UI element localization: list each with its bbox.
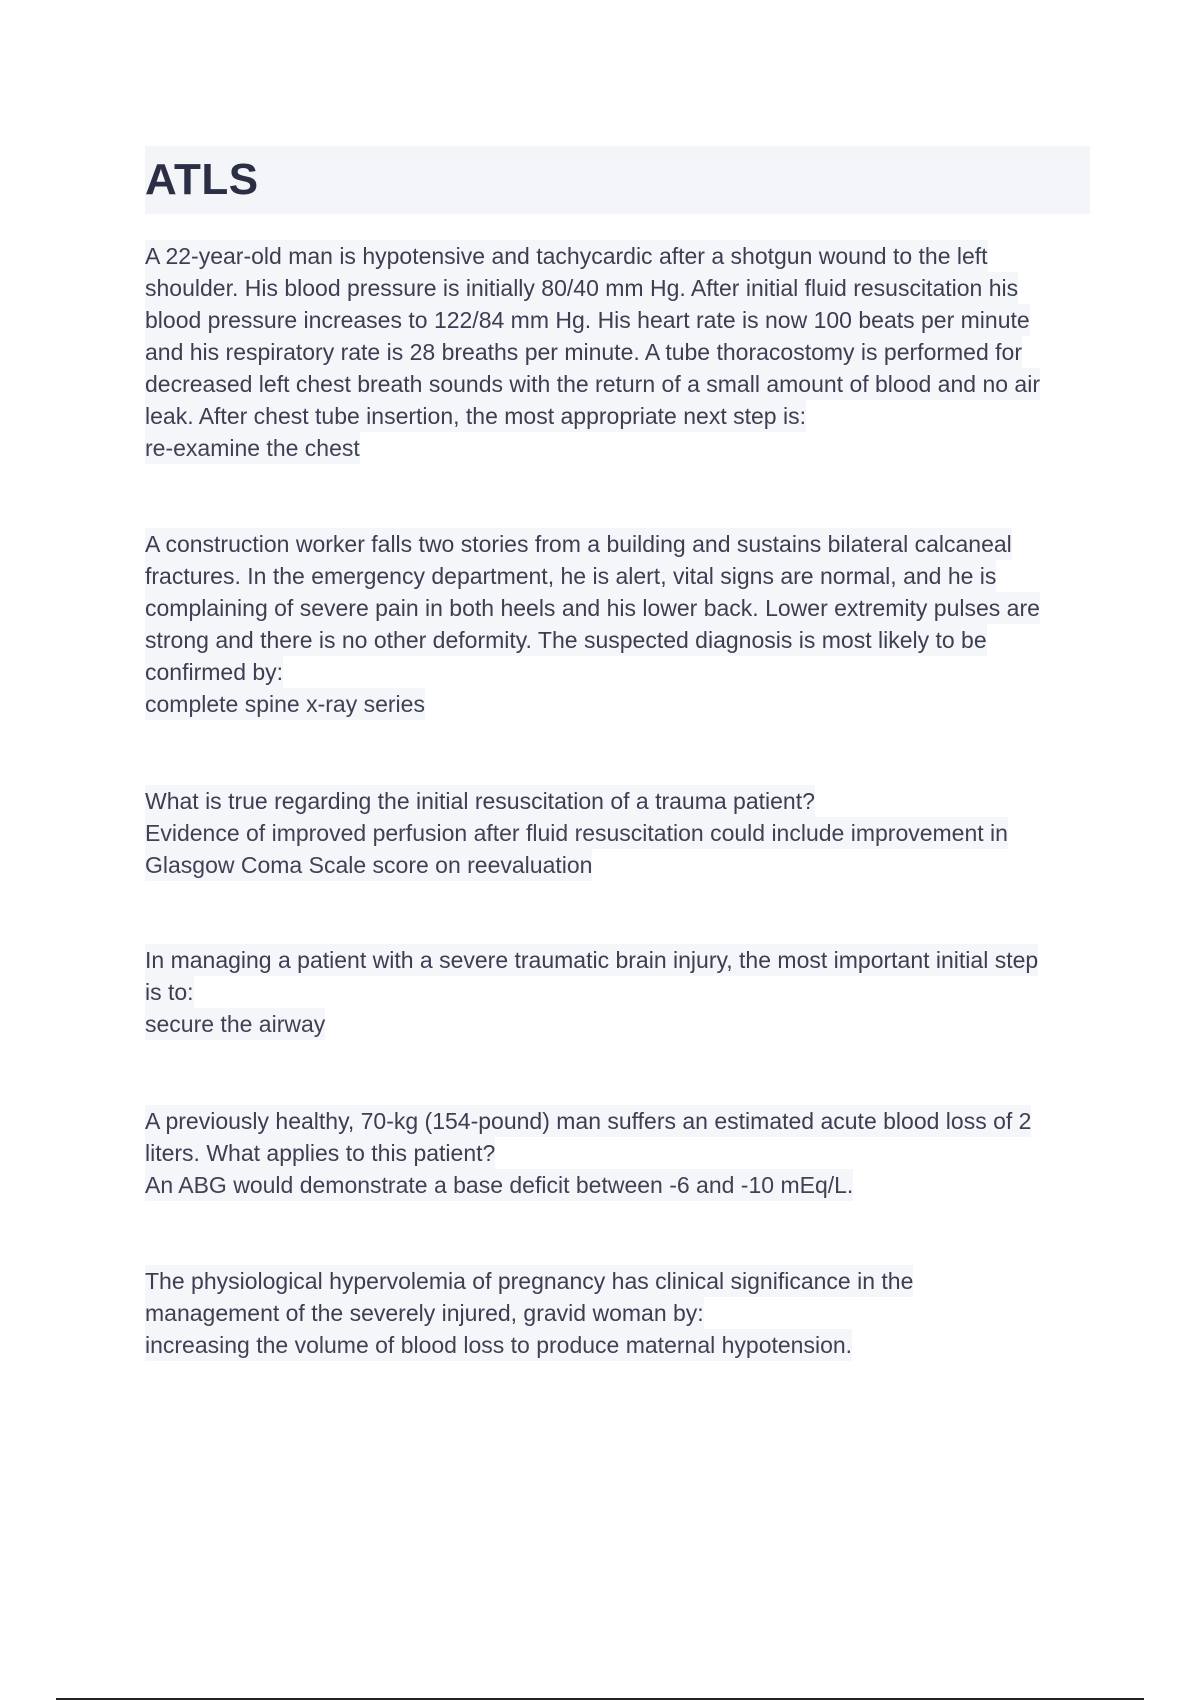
answer-line: An ABG would demonstrate a base deficit between -6 and -10 mEq/L. xyxy=(145,1169,853,1201)
answer-line: increasing the volume of blood loss to produce maternal hypotension. xyxy=(145,1329,852,1361)
answer-line: Evidence of improved perfusion after fluid resuscitation could include improvement in xyxy=(145,817,1008,849)
question-line: and his respiratory rate is 28 breaths per minute. A tube thoracostomy is performed for xyxy=(145,336,1022,368)
flashcard xyxy=(145,240,1090,464)
title-band xyxy=(145,146,1090,214)
answer-line: Glasgow Coma Scale score on reevaluation xyxy=(145,849,592,881)
flashcard xyxy=(145,785,1090,881)
flashcard xyxy=(145,1105,1090,1201)
question-line: A previously healthy, 70-kg (154-pound) man suffers an estimated acute blood loss of 2 xyxy=(145,1105,1031,1137)
question-line: decreased left chest breath sounds with the return of a small amount of blood and no air xyxy=(145,368,1040,400)
question-line: is to: xyxy=(145,976,194,1008)
answer-line: re-examine the chest xyxy=(145,432,360,464)
question-line: In managing a patient with a severe traumatic brain injury, the most important initial step xyxy=(145,944,1038,976)
question-line: The physiological hypervolemia of pregnancy has clinical significance in the xyxy=(145,1265,913,1297)
question-line: management of the severely injured, gravid woman by: xyxy=(145,1297,704,1329)
question-line: A construction worker falls two stories from a building and sustains bilateral calcaneal xyxy=(145,528,1012,560)
question-line: shoulder. His blood pressure is initially 80/40 mm Hg. After initial fluid resuscitation his xyxy=(145,272,1018,304)
question-line: strong and there is no other deformity. The suspected diagnosis is most likely to be xyxy=(145,624,987,656)
answer-line: secure the airway xyxy=(145,1008,325,1040)
document-title: ATLS xyxy=(145,155,259,204)
question-line: confirmed by: xyxy=(145,656,283,688)
flashcard xyxy=(145,1265,1090,1361)
answer-line: complete spine x-ray series xyxy=(145,688,425,720)
flashcard xyxy=(145,944,1090,1040)
question-line: leak. After chest tube insertion, the most appropriate next step is: xyxy=(145,400,806,432)
question-line: A 22-year-old man is hypotensive and tachycardic after a shotgun wound to the left xyxy=(145,240,988,272)
question-line: complaining of severe pain in both heels and his lower back. Lower extremity pulses are xyxy=(145,592,1040,624)
question-line: blood pressure increases to 122/84 mm Hg. His heart rate is now 100 beats per minute xyxy=(145,304,1030,336)
question-line: What is true regarding the initial resuscitation of a trauma patient? xyxy=(145,785,815,817)
question-line: fractures. In the emergency department, he is alert, vital signs are normal, and he is xyxy=(145,560,996,592)
question-line: liters. What applies to this patient? xyxy=(145,1137,495,1169)
flashcard xyxy=(145,528,1090,720)
